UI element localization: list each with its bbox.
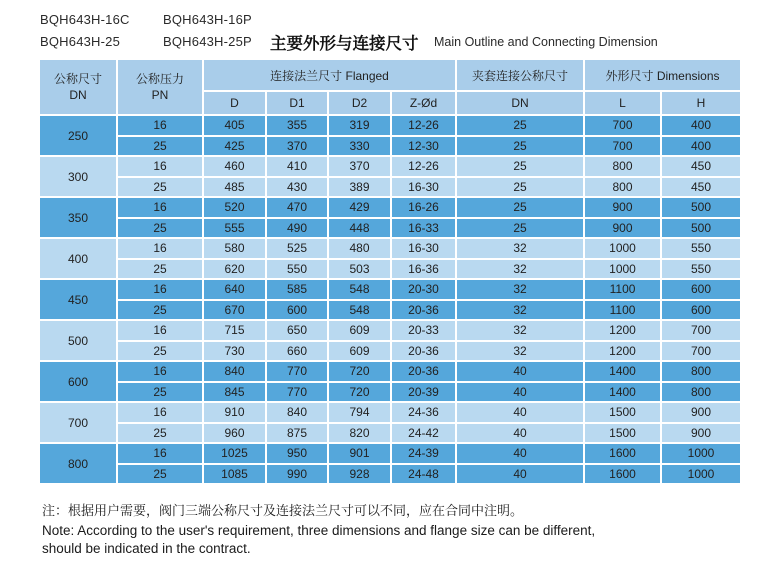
table-row bbox=[39, 402, 741, 423]
note-english-line1: Note: According to the user's requirement, three dimensions and flange size can be different, bbox=[42, 523, 596, 538]
dn-group-cell: 450 bbox=[39, 279, 117, 320]
dn-group-cell: 500 bbox=[39, 320, 117, 361]
cell-d2: 928 bbox=[328, 464, 391, 485]
model-number-25p: BQH643H-25P bbox=[163, 34, 252, 49]
cell-l: 1100 bbox=[584, 279, 661, 300]
table-row bbox=[39, 279, 741, 300]
cell-pn: 25 bbox=[117, 341, 203, 362]
cell-d2: 448 bbox=[328, 218, 391, 239]
cell-d2: 820 bbox=[328, 423, 391, 444]
cell-d2: 370 bbox=[328, 156, 391, 177]
cell-d1: 840 bbox=[266, 402, 328, 423]
header-row-groups bbox=[39, 59, 741, 91]
cell-zod: 20-36 bbox=[391, 300, 456, 321]
table-row bbox=[39, 300, 741, 321]
cell-l: 1400 bbox=[584, 361, 661, 382]
cell-d2: 548 bbox=[328, 279, 391, 300]
cell-pn: 25 bbox=[117, 300, 203, 321]
cell-h: 1000 bbox=[661, 464, 741, 485]
cell-jacket-dn: 32 bbox=[456, 238, 584, 259]
cell-jacket-dn: 40 bbox=[456, 423, 584, 444]
cell-d1: 950 bbox=[266, 443, 328, 464]
cell-zod: 12-30 bbox=[391, 136, 456, 157]
dn-group-cell: 700 bbox=[39, 402, 117, 443]
cell-pn: 25 bbox=[117, 382, 203, 403]
cell-zod: 24-48 bbox=[391, 464, 456, 485]
cell-d2: 319 bbox=[328, 115, 391, 136]
cell-zod: 16-36 bbox=[391, 259, 456, 280]
cell-jacket-dn: 25 bbox=[456, 115, 584, 136]
cell-d: 715 bbox=[203, 320, 266, 341]
cell-pn: 25 bbox=[117, 259, 203, 280]
cell-pn: 16 bbox=[117, 361, 203, 382]
cell-l: 800 bbox=[584, 156, 661, 177]
header-nominal-size bbox=[39, 59, 117, 115]
cell-d: 910 bbox=[203, 402, 266, 423]
cell-d1: 430 bbox=[266, 177, 328, 198]
cell-d1: 990 bbox=[266, 464, 328, 485]
cell-zod: 16-30 bbox=[391, 177, 456, 198]
cell-h: 900 bbox=[661, 402, 741, 423]
cell-h: 800 bbox=[661, 382, 741, 403]
page-title-english: Main Outline and Connecting Dimension bbox=[434, 35, 658, 49]
table-row bbox=[39, 259, 741, 280]
cell-d: 620 bbox=[203, 259, 266, 280]
cell-d2: 720 bbox=[328, 382, 391, 403]
cell-d1: 660 bbox=[266, 341, 328, 362]
cell-zod: 20-39 bbox=[391, 382, 456, 403]
cell-d: 670 bbox=[203, 300, 266, 321]
table-row bbox=[39, 197, 741, 218]
cell-pn: 25 bbox=[117, 423, 203, 444]
cell-l: 700 bbox=[584, 115, 661, 136]
dn-group-cell: 250 bbox=[39, 115, 117, 156]
cell-h: 400 bbox=[661, 115, 741, 136]
table-header bbox=[39, 59, 741, 115]
cell-d2: 330 bbox=[328, 136, 391, 157]
cell-d1: 770 bbox=[266, 382, 328, 403]
cell-pn: 16 bbox=[117, 238, 203, 259]
cell-d: 405 bbox=[203, 115, 266, 136]
cell-zod: 16-33 bbox=[391, 218, 456, 239]
cell-h: 450 bbox=[661, 177, 741, 198]
header-jacket-group: 夹套连接公称尺寸 bbox=[456, 59, 584, 91]
cell-l: 1400 bbox=[584, 382, 661, 403]
cell-jacket-dn: 40 bbox=[456, 464, 584, 485]
header-col-h: H bbox=[661, 91, 741, 115]
header-nominal-pressure bbox=[117, 59, 203, 115]
cell-h: 550 bbox=[661, 238, 741, 259]
header-col-jacket-dn: DN bbox=[456, 91, 584, 115]
table-row bbox=[39, 382, 741, 403]
cell-l: 1600 bbox=[584, 464, 661, 485]
header-flanged-group: 连接法兰尺寸 Flanged bbox=[203, 59, 456, 91]
cell-jacket-dn: 32 bbox=[456, 279, 584, 300]
footnotes bbox=[42, 501, 742, 558]
table-row bbox=[39, 238, 741, 259]
cell-l: 800 bbox=[584, 177, 661, 198]
cell-h: 1000 bbox=[661, 443, 741, 464]
cell-d: 1085 bbox=[203, 464, 266, 485]
cell-h: 450 bbox=[661, 156, 741, 177]
cell-d1: 410 bbox=[266, 156, 328, 177]
dn-group-cell: 800 bbox=[39, 443, 117, 484]
header-col-zod: Z-Ød bbox=[391, 91, 456, 115]
page-title-chinese: 主要外形与连接尺寸 bbox=[270, 35, 419, 53]
cell-pn: 25 bbox=[117, 218, 203, 239]
cell-jacket-dn: 40 bbox=[456, 443, 584, 464]
table-row bbox=[39, 464, 741, 485]
cell-l: 1200 bbox=[584, 341, 661, 362]
cell-pn: 16 bbox=[117, 402, 203, 423]
header-col-d: D bbox=[203, 91, 266, 115]
table-row bbox=[39, 423, 741, 444]
cell-d2: 389 bbox=[328, 177, 391, 198]
cell-jacket-dn: 32 bbox=[456, 259, 584, 280]
cell-l: 700 bbox=[584, 136, 661, 157]
header-col-d2: D2 bbox=[328, 91, 391, 115]
cell-pn: 16 bbox=[117, 156, 203, 177]
cell-d2: 609 bbox=[328, 320, 391, 341]
cell-d1: 550 bbox=[266, 259, 328, 280]
table-row bbox=[39, 443, 741, 464]
cell-d2: 503 bbox=[328, 259, 391, 280]
cell-d2: 480 bbox=[328, 238, 391, 259]
cell-zod: 12-26 bbox=[391, 115, 456, 136]
cell-d1: 875 bbox=[266, 423, 328, 444]
cell-l: 1500 bbox=[584, 423, 661, 444]
cell-pn: 16 bbox=[117, 197, 203, 218]
cell-l: 1600 bbox=[584, 443, 661, 464]
table-row bbox=[39, 156, 741, 177]
cell-jacket-dn: 25 bbox=[456, 136, 584, 157]
header-nominal-size-code: DN bbox=[69, 88, 87, 102]
cell-jacket-dn: 40 bbox=[456, 402, 584, 423]
cell-d: 845 bbox=[203, 382, 266, 403]
cell-zod: 20-30 bbox=[391, 279, 456, 300]
dimension-table bbox=[38, 58, 742, 485]
cell-pn: 25 bbox=[117, 464, 203, 485]
table-body bbox=[39, 115, 741, 484]
cell-pn: 25 bbox=[117, 136, 203, 157]
cell-zod: 24-42 bbox=[391, 423, 456, 444]
table-row bbox=[39, 341, 741, 362]
note-english-line2: should be indicated in the contract. bbox=[42, 541, 251, 556]
header-col-d1: D1 bbox=[266, 91, 328, 115]
cell-jacket-dn: 32 bbox=[456, 341, 584, 362]
cell-zod: 20-36 bbox=[391, 361, 456, 382]
cell-jacket-dn: 25 bbox=[456, 218, 584, 239]
cell-h: 600 bbox=[661, 279, 741, 300]
cell-zod: 20-33 bbox=[391, 320, 456, 341]
cell-l: 1100 bbox=[584, 300, 661, 321]
cell-h: 900 bbox=[661, 423, 741, 444]
table-row bbox=[39, 361, 741, 382]
cell-d1: 470 bbox=[266, 197, 328, 218]
cell-h: 500 bbox=[661, 197, 741, 218]
cell-zod: 16-26 bbox=[391, 197, 456, 218]
cell-d1: 370 bbox=[266, 136, 328, 157]
cell-d1: 355 bbox=[266, 115, 328, 136]
cell-zod: 24-39 bbox=[391, 443, 456, 464]
cell-l: 1000 bbox=[584, 238, 661, 259]
cell-l: 900 bbox=[584, 218, 661, 239]
cell-d2: 794 bbox=[328, 402, 391, 423]
cell-d2: 429 bbox=[328, 197, 391, 218]
table-row bbox=[39, 218, 741, 239]
table-row bbox=[39, 177, 741, 198]
title-block bbox=[40, 8, 760, 56]
cell-d: 425 bbox=[203, 136, 266, 157]
cell-pn: 16 bbox=[117, 320, 203, 341]
cell-d1: 525 bbox=[266, 238, 328, 259]
cell-d1: 650 bbox=[266, 320, 328, 341]
cell-d2: 548 bbox=[328, 300, 391, 321]
cell-d: 730 bbox=[203, 341, 266, 362]
cell-d1: 770 bbox=[266, 361, 328, 382]
cell-d2: 720 bbox=[328, 361, 391, 382]
dn-group-cell: 350 bbox=[39, 197, 117, 238]
cell-pn: 16 bbox=[117, 443, 203, 464]
model-number-16c: BQH643H-16C bbox=[40, 12, 130, 27]
cell-l: 1000 bbox=[584, 259, 661, 280]
cell-d: 460 bbox=[203, 156, 266, 177]
cell-jacket-dn: 25 bbox=[456, 177, 584, 198]
cell-d: 520 bbox=[203, 197, 266, 218]
cell-jacket-dn: 25 bbox=[456, 197, 584, 218]
header-nominal-pressure-code: PN bbox=[151, 88, 169, 102]
cell-l: 1500 bbox=[584, 402, 661, 423]
dn-group-cell: 400 bbox=[39, 238, 117, 279]
note-chinese: 注：根据用户需要，阀门三端公称尺寸及连接法兰尺寸可以不同，应在合同中注明。 bbox=[42, 503, 524, 518]
table-row bbox=[39, 115, 741, 136]
cell-jacket-dn: 32 bbox=[456, 300, 584, 321]
cell-d1: 490 bbox=[266, 218, 328, 239]
header-col-l: L bbox=[584, 91, 661, 115]
cell-jacket-dn: 25 bbox=[456, 156, 584, 177]
cell-h: 600 bbox=[661, 300, 741, 321]
cell-l: 1200 bbox=[584, 320, 661, 341]
cell-jacket-dn: 32 bbox=[456, 320, 584, 341]
header-dimensions-group: 外形尺寸 Dimensions bbox=[584, 59, 741, 91]
cell-h: 400 bbox=[661, 136, 741, 157]
dn-group-cell: 300 bbox=[39, 156, 117, 197]
cell-h: 700 bbox=[661, 320, 741, 341]
cell-d: 640 bbox=[203, 279, 266, 300]
cell-d2: 901 bbox=[328, 443, 391, 464]
cell-jacket-dn: 40 bbox=[456, 361, 584, 382]
cell-d: 1025 bbox=[203, 443, 266, 464]
cell-zod: 24-36 bbox=[391, 402, 456, 423]
cell-pn: 16 bbox=[117, 115, 203, 136]
cell-d2: 609 bbox=[328, 341, 391, 362]
cell-jacket-dn: 40 bbox=[456, 382, 584, 403]
cell-h: 800 bbox=[661, 361, 741, 382]
cell-d1: 585 bbox=[266, 279, 328, 300]
cell-pn: 16 bbox=[117, 279, 203, 300]
cell-d: 960 bbox=[203, 423, 266, 444]
header-nominal-pressure-zh: 公称压力 bbox=[135, 72, 184, 86]
dn-group-cell: 600 bbox=[39, 361, 117, 402]
table-row bbox=[39, 320, 741, 341]
model-number-16p: BQH643H-16P bbox=[163, 12, 252, 27]
cell-d: 580 bbox=[203, 238, 266, 259]
table-row bbox=[39, 136, 741, 157]
cell-h: 550 bbox=[661, 259, 741, 280]
cell-d: 485 bbox=[203, 177, 266, 198]
cell-h: 500 bbox=[661, 218, 741, 239]
header-nominal-size-zh: 公称尺寸 bbox=[53, 72, 102, 86]
cell-l: 900 bbox=[584, 197, 661, 218]
cell-zod: 12-26 bbox=[391, 156, 456, 177]
cell-zod: 16-30 bbox=[391, 238, 456, 259]
cell-pn: 25 bbox=[117, 177, 203, 198]
cell-d1: 600 bbox=[266, 300, 328, 321]
cell-zod: 20-36 bbox=[391, 341, 456, 362]
cell-d: 555 bbox=[203, 218, 266, 239]
cell-d: 840 bbox=[203, 361, 266, 382]
model-number-25: BQH643H-25 bbox=[40, 34, 121, 49]
cell-h: 700 bbox=[661, 341, 741, 362]
